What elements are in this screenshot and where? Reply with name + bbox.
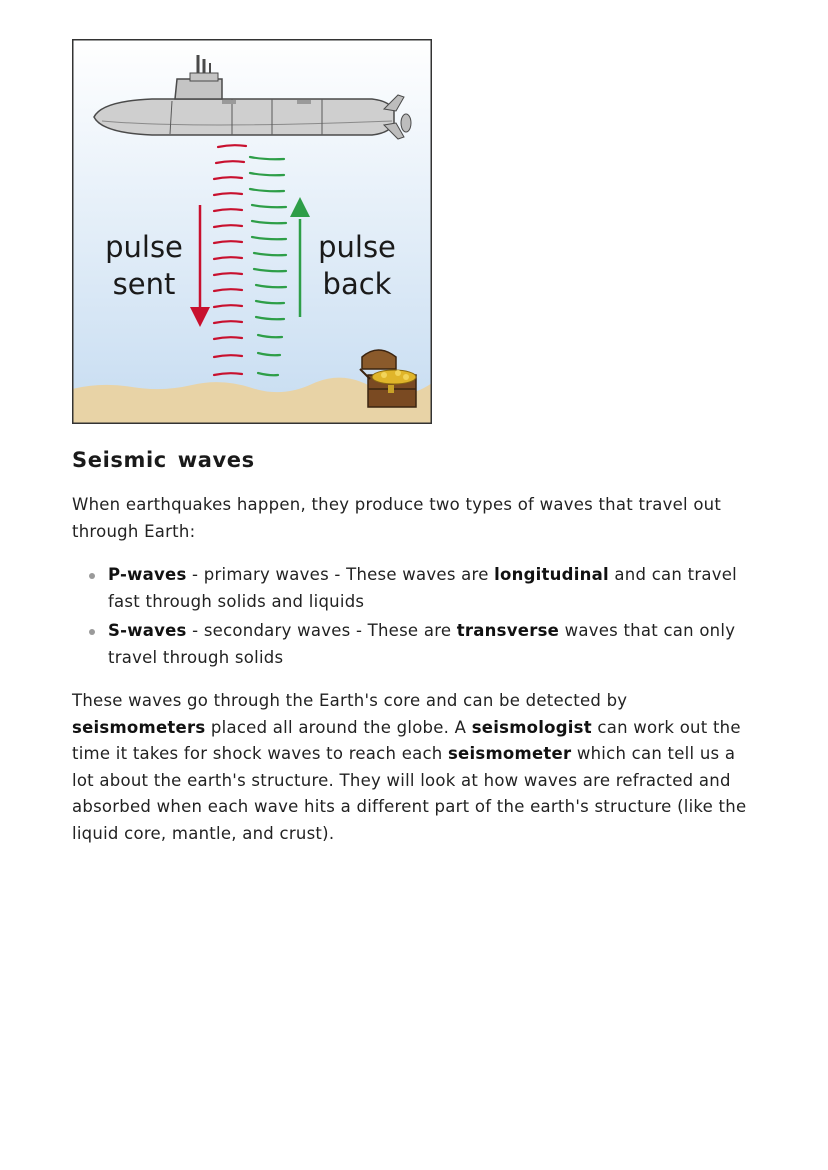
- label-pulse-sent-2: sent: [112, 267, 176, 301]
- label-pulse-back-1: pulse: [318, 230, 396, 264]
- term-seismometers: seismometers: [72, 717, 206, 737]
- section-heading: Seismic waves: [72, 448, 255, 472]
- term-longitudinal: longitudinal: [494, 565, 609, 584]
- para-text-3: can work out the time it takes for shock waves to reach each: [72, 717, 741, 763]
- sonar-diagram-svg: [72, 39, 432, 424]
- term-transverse: transverse: [456, 621, 560, 640]
- label-pulse-back-2: back: [322, 267, 392, 301]
- p-waves-text-after: and can travel fast through solids and liquids: [108, 565, 737, 611]
- s-waves-text-before: - secondary waves - These are: [186, 621, 457, 640]
- s-waves-text-after: waves that can only travel through solids: [108, 621, 736, 667]
- list-item-s-waves: [108, 618, 762, 671]
- term-seismometer: seismometer: [447, 744, 572, 763]
- term-p-waves: P-waves: [108, 565, 187, 584]
- term-seismologist: seismologist: [471, 717, 592, 737]
- para-text-4: which can tell us a lot about the earth's structure. They will look at how waves are refracted and absorbed when each wave hits a different part of the earth's structure (like the liquid core, mantle, and crust).: [72, 744, 747, 843]
- term-s-waves: S-waves: [108, 621, 187, 640]
- article-content: [72, 448, 762, 847]
- label-pulse-sent-1: pulse: [105, 230, 183, 264]
- wave-types-list: [72, 562, 762, 671]
- list-item-p-waves: [108, 562, 762, 615]
- seismometer-paragraph: [72, 688, 762, 847]
- p-waves-text-before: - primary waves - These waves are: [186, 565, 495, 584]
- para-text-1: These waves go through the Earth's core and can be detected by: [72, 691, 628, 710]
- sonar-diagram: [72, 39, 432, 424]
- bullet-icon: [89, 629, 95, 635]
- bullet-icon: [89, 573, 95, 579]
- para-text-2: placed all around the globe. A: [205, 717, 472, 737]
- intro-paragraph: When earthquakes happen, they produce two types of waves that travel out through Earth:: [72, 495, 722, 541]
